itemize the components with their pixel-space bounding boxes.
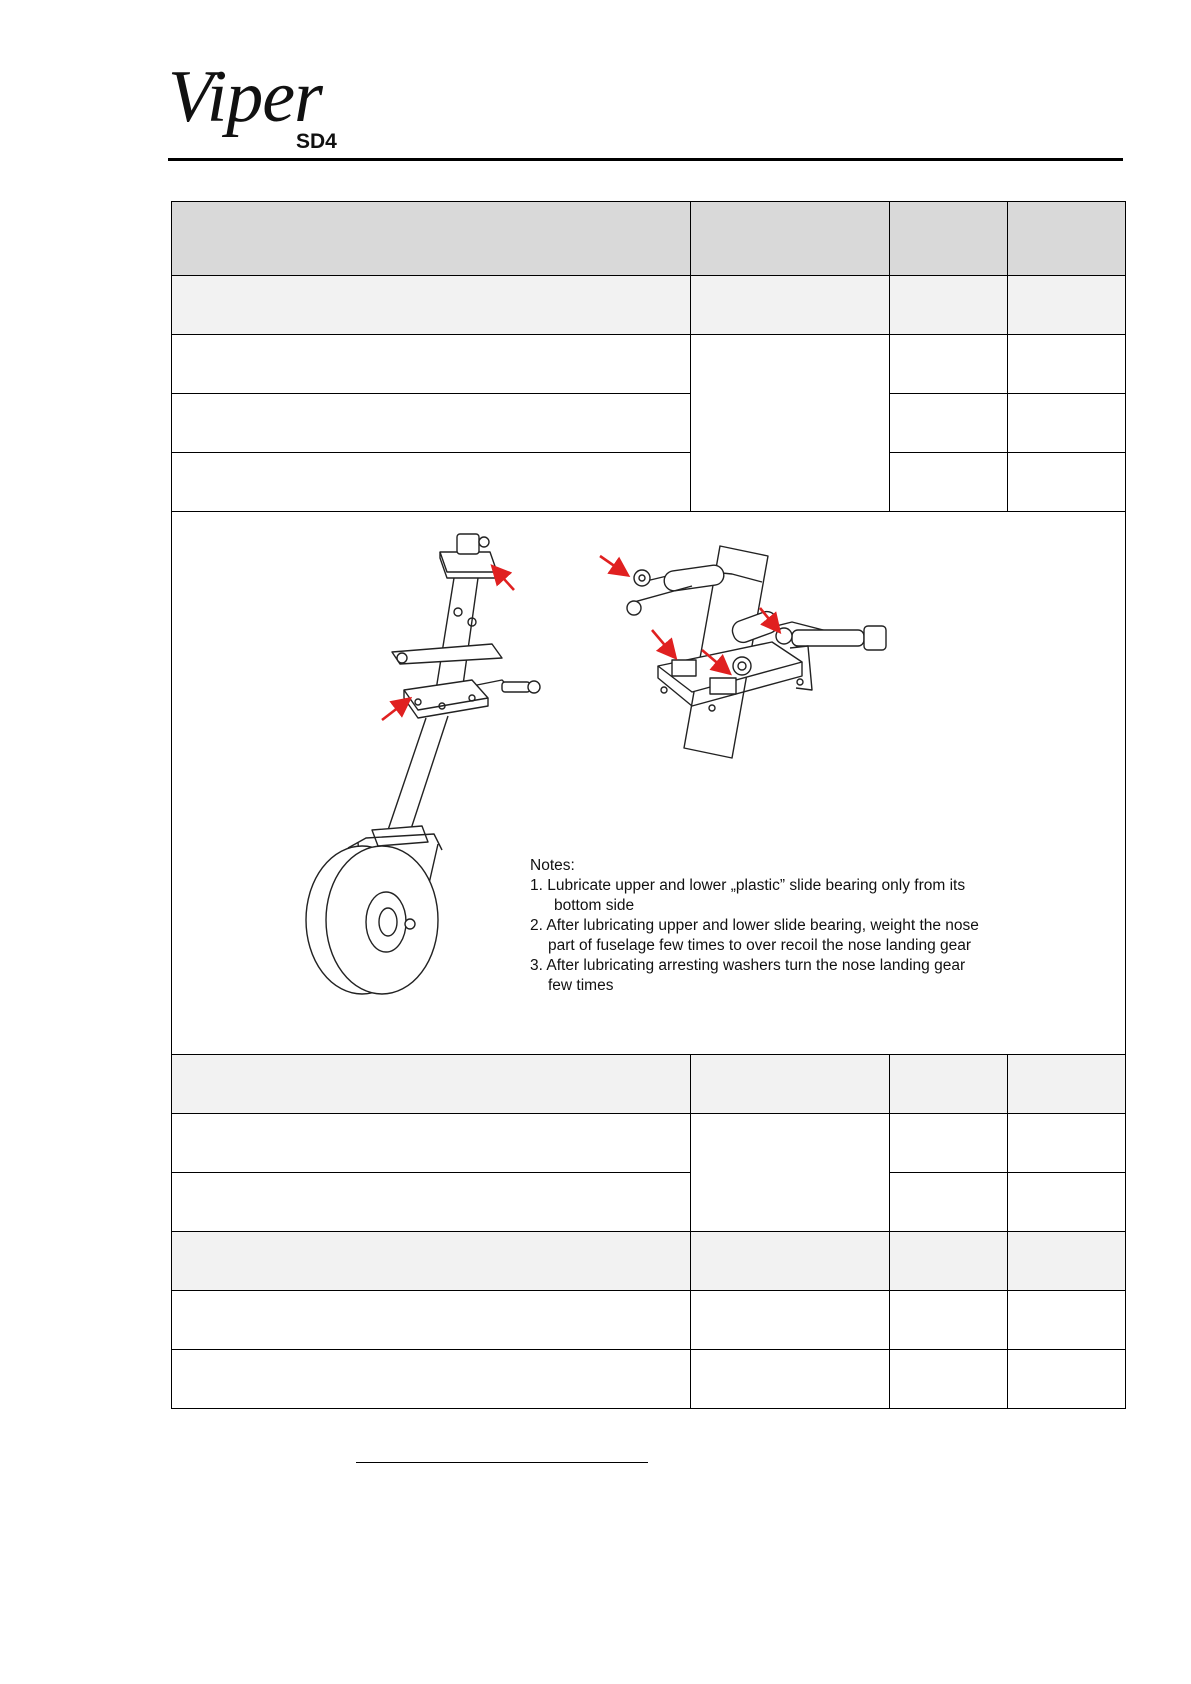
maintenance-table: [171, 201, 1126, 1409]
arrow-bearing-a-icon: [652, 630, 674, 656]
section-row: [172, 1232, 1126, 1291]
figure-row: [172, 512, 1126, 1055]
table-row: [172, 453, 1126, 512]
table-row: [172, 394, 1126, 453]
header-rule: [168, 158, 1123, 161]
logo-sub: SD4: [296, 130, 337, 153]
table-row: [172, 1291, 1126, 1350]
footer-rule: [356, 1462, 648, 1463]
note-3-cont: few times: [548, 977, 614, 994]
viper-logo: [168, 56, 358, 160]
note-2: 2. After lubricating upper and lower slide bearing, weight the nose: [530, 917, 979, 934]
arrow-washer-left-icon: [600, 556, 626, 574]
table-row: [172, 1173, 1126, 1232]
table-header-row: [172, 202, 1126, 276]
note-3: 3. After lubricating arresting washers turn the nose landing gear: [530, 957, 966, 974]
notes-block: [530, 856, 1050, 996]
notes-title: Notes:: [530, 857, 575, 874]
arrow-top-bearing-icon: [494, 568, 514, 590]
logo-text: Viper: [168, 56, 322, 138]
table-row: [172, 1114, 1126, 1173]
table-row: [172, 1350, 1126, 1409]
note-1-cont: bottom side: [554, 897, 635, 914]
note-2-cont: part of fuselage few times to over recoil the nose landing gear: [548, 937, 972, 954]
table-row: [172, 335, 1126, 394]
arrow-lower-bearing-icon: [382, 700, 408, 720]
section-row: [172, 1055, 1126, 1114]
note-1: 1. Lubricate upper and lower „plastic” slide bearing only from its: [530, 877, 966, 894]
section-row: [172, 276, 1126, 335]
